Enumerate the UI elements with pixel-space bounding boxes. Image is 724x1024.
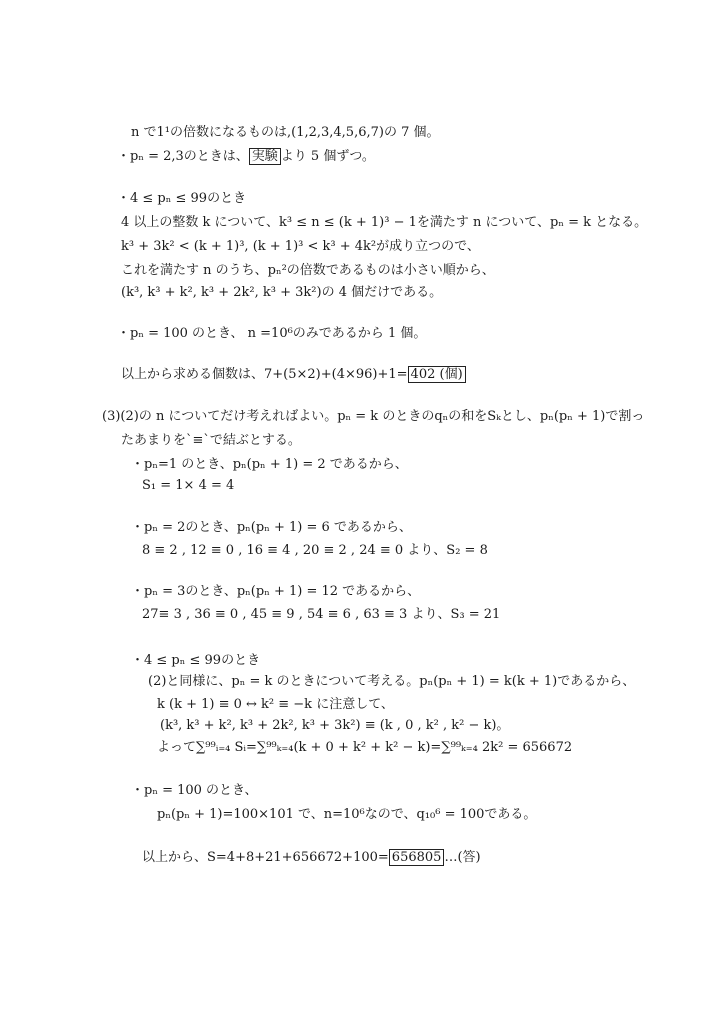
line-pn-2-3-pre: ・pₙ = 2,3のときは、	[117, 149, 249, 164]
line-four-values: (k³, k³ + k², k³ + 2k², k³ + 3k²)の 4 個だけである。	[121, 285, 443, 300]
line-pn-100-b: ・pₙ = 100 のとき、	[131, 783, 258, 798]
line-similar-to-2: (2)と同様に、pₙ = k のときについて考える。pₙ(pₙ + 1) = k(k + 1)であるから、	[148, 674, 636, 689]
line-multiples-pn2: これを満たす n のうち、pₙ²の倍数であるものは小さい順から、	[121, 263, 495, 278]
line-residues: (k³, k³ + k², k³ + 2k², k³ + 3k²) ≡ (k , 0 , k² , k² − k)。	[160, 718, 510, 733]
line-pn-2: ・pₙ = 2のとき、pₙ(pₙ + 1) = 6 であるから、	[131, 520, 412, 535]
line-s3-work: 27≡ 3 , 36 ≡ 0 , 45 ≡ 9 , 54 ≡ 6 , 63 ≡ 3 より、S₃ = 21	[142, 607, 501, 622]
line-pn-100-a: ・pₙ = 100 のとき、 n =10⁶のみであるから 1 個。	[117, 326, 427, 341]
line-inequality: k³ + 3k² < (k + 1)³, (k + 1)³ < k³ + 4k²が成り立つので、	[121, 239, 480, 254]
line-pn-2-3-post: より 5 個ずつ。	[280, 149, 375, 164]
boxed-count-answer: 402 (個)	[408, 366, 466, 383]
final-answer-post: …(答)	[444, 850, 481, 865]
line-s1: S₁ = 1× 4 = 4	[142, 478, 235, 493]
line-sum: よって∑⁹⁹ᵢ₌₄ Sᵢ=∑⁹⁹ₖ₌₄(k + 0 + k² + k² − k)=∑⁹⁹ₖ₌₄ 2k² = 656672	[157, 740, 573, 755]
line-count-result	[121, 366, 466, 384]
line-integer-k: 4 以上の整数 k について、k³ ≤ n ≤ (k + 1)³ − 1を満たす n について、pₙ = k となる。	[121, 215, 648, 230]
line-s2-work: 8 ≡ 2 , 12 ≡ 0 , 16 ≡ 4 , 20 ≡ 2 , 24 ≡ 0 より、S₂ = 8	[142, 543, 488, 558]
line-part3-intro-cont: たあまりを`≡`で結ぶとする。	[121, 433, 301, 448]
line-multiples-of-one: n で1¹の倍数になるものは,(1,2,3,4,5,6,7)の 7 個。	[131, 125, 440, 140]
line-pn-3: ・pₙ = 3のとき、pₙ(pₙ + 1) = 12 であるから、	[131, 584, 421, 599]
boxed-final-answer: 656805	[389, 849, 445, 866]
final-answer-pre: 以上から、S=4+8+21+656672+100=	[142, 850, 389, 865]
count-result-pre: 以上から求める個数は、7+(5×2)+(4×96)+1=	[121, 367, 408, 382]
boxed-experiment: 実験	[249, 148, 281, 165]
line-pn-2-3	[117, 148, 375, 166]
line-case-4-99-a: ・4 ≤ pₙ ≤ 99のとき	[117, 191, 247, 206]
line-q-value: pₙ(pₙ + 1)=100×101 で、n=10⁶なので、q₁₀⁶ = 100である。	[157, 807, 537, 822]
line-part3-intro: (3)(2)の n についてだけ考えればよい。pₙ = k のときのqₙの和をSₖとし、pₙ(pₙ + 1)で割っ	[102, 409, 645, 424]
line-case-4-99-b: ・4 ≤ pₙ ≤ 99のとき	[131, 653, 261, 668]
line-congruence-note: k (k + 1) ≡ 0 ↔ k² ≡ −k に注意して、	[157, 697, 394, 712]
line-final-answer	[142, 849, 481, 867]
line-pn-1: ・pₙ=1 のとき、pₙ(pₙ + 1) = 2 であるから、	[131, 457, 408, 472]
